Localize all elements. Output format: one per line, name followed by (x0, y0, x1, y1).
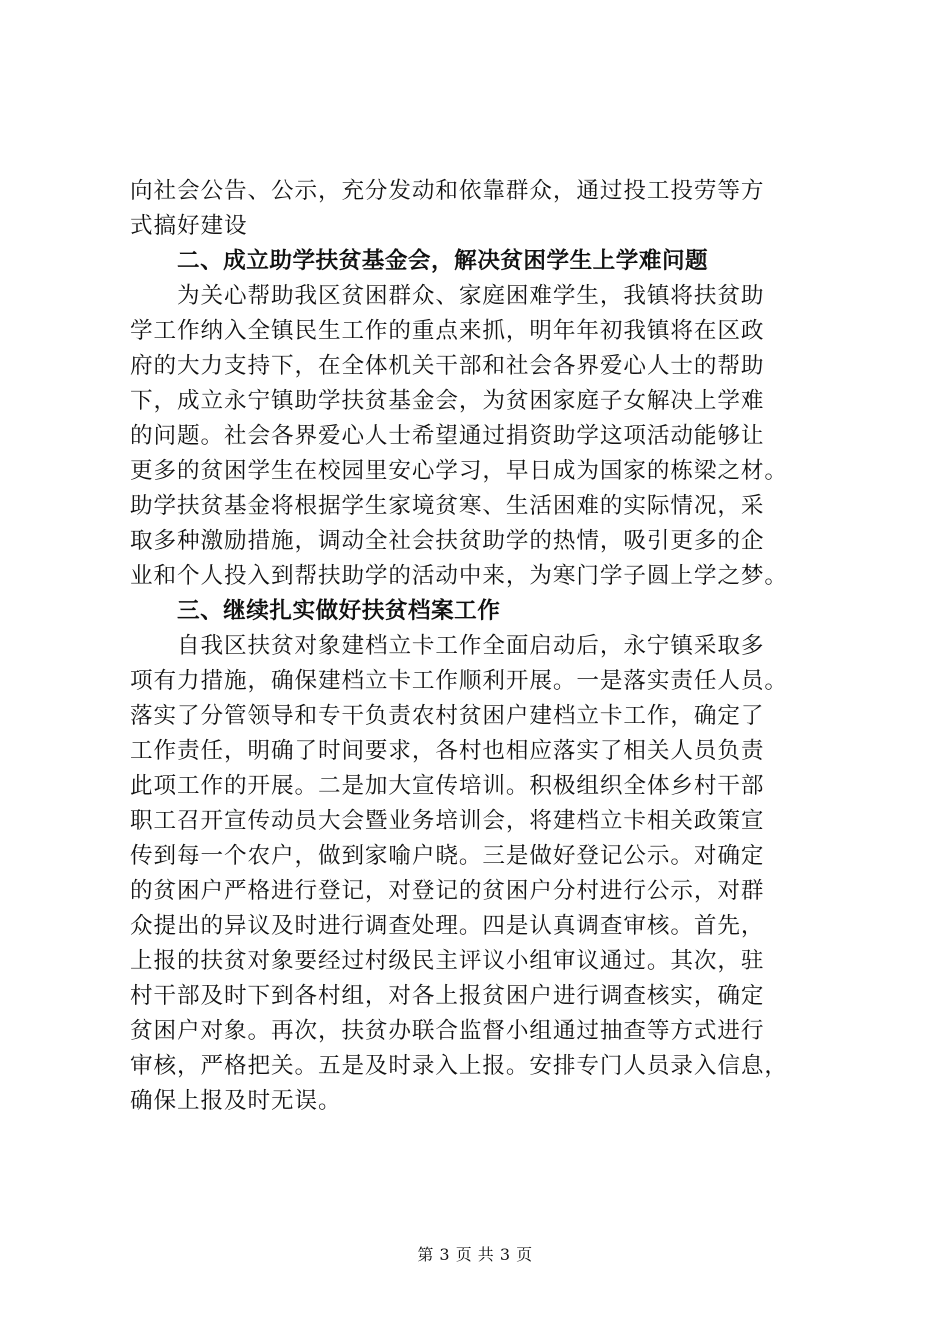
text-line: 更多的贫困学生在校园里安心学习，早日成为国家的栋梁之材。 (130, 458, 788, 484)
text-line: 向社会公告、公示，充分发动和依靠群众，通过投工投劳等方 (130, 178, 765, 204)
text-line: 式搞好建设 (130, 213, 248, 239)
text-line: 此项工作的开展。二是加大宣传培训。积极组织全体乡村干部 (130, 773, 765, 799)
text-line: 助学扶贫基金将根据学生家境贫寒、生活困难的实际情况，采 (130, 493, 765, 519)
text-line: 确保上报及时无误。 (130, 1088, 342, 1114)
text-line: 上报的扶贫对象要经过村级民主评议小组审议通过。其次，驻 (130, 948, 765, 974)
section-heading: 二、成立助学扶贫基金会，解决贫困学生上学难问题 (177, 248, 709, 274)
text-line: 落实了分管领导和专干负责农村贫困户建档立卡工作，确定了 (130, 703, 765, 729)
text-line: 审核，严格把关。五是及时录入上报。安排专门人员录入信息， (130, 1053, 788, 1079)
text-line: 传到每一个农户，做到家喻户晓。三是做好登记公示。对确定 (130, 843, 765, 869)
text-line: 职工召开宣传动员大会暨业务培训会，将建档立卡相关政策宣 (130, 808, 765, 834)
text-line: 贫困户对象。再次，扶贫办联合监督小组通过抽查等方式进行 (130, 1018, 765, 1044)
page-number-footer: 第 3 页 共 3 页 (417, 1245, 533, 1264)
text-line: 众提出的异议及时进行调查处理。四是认真调查审核。首先， (130, 913, 765, 939)
text-line: 府的大力支持下，在全体机关干部和社会各界爱心人士的帮助 (130, 353, 765, 379)
text-line: 村干部及时下到各村组，对各上报贫困户进行调查核实，确定 (130, 983, 765, 1009)
text-line: 的贫困户严格进行登记，对登记的贫困户分村进行公示，对群 (130, 878, 765, 904)
text-line: 取多种激励措施，调动全社会扶贫助学的热情，吸引更多的企 (130, 528, 765, 554)
text-line: 学工作纳入全镇民生工作的重点来抓，明年年初我镇将在区政 (130, 318, 765, 344)
text-line: 业和个人投入到帮扶助学的活动中来，为寒门学子圆上学之梦。 (130, 563, 788, 589)
text-line: 下，成立永宁镇助学扶贫基金会，为贫困家庭子女解决上学难 (130, 388, 765, 414)
text-line: 工作责任，明确了时间要求，各村也相应落实了相关人员负责 (130, 738, 765, 764)
section-heading: 三、继续扎实做好扶贫档案工作 (177, 598, 501, 624)
text-line: 的问题。社会各界爱心人士希望通过捐资助学这项活动能够让 (130, 423, 765, 449)
paragraph-first-line: 自我区扶贫对象建档立卡工作全面启动后，永宁镇采取多 (177, 633, 765, 659)
text-line: 项有力措施，确保建档立卡工作顺利开展。一是落实责任人员。 (130, 668, 788, 694)
document-body (130, 174, 835, 1119)
paragraph-first-line: 为关心帮助我区贫困群众、家庭困难学生，我镇将扶贫助 (177, 283, 765, 309)
